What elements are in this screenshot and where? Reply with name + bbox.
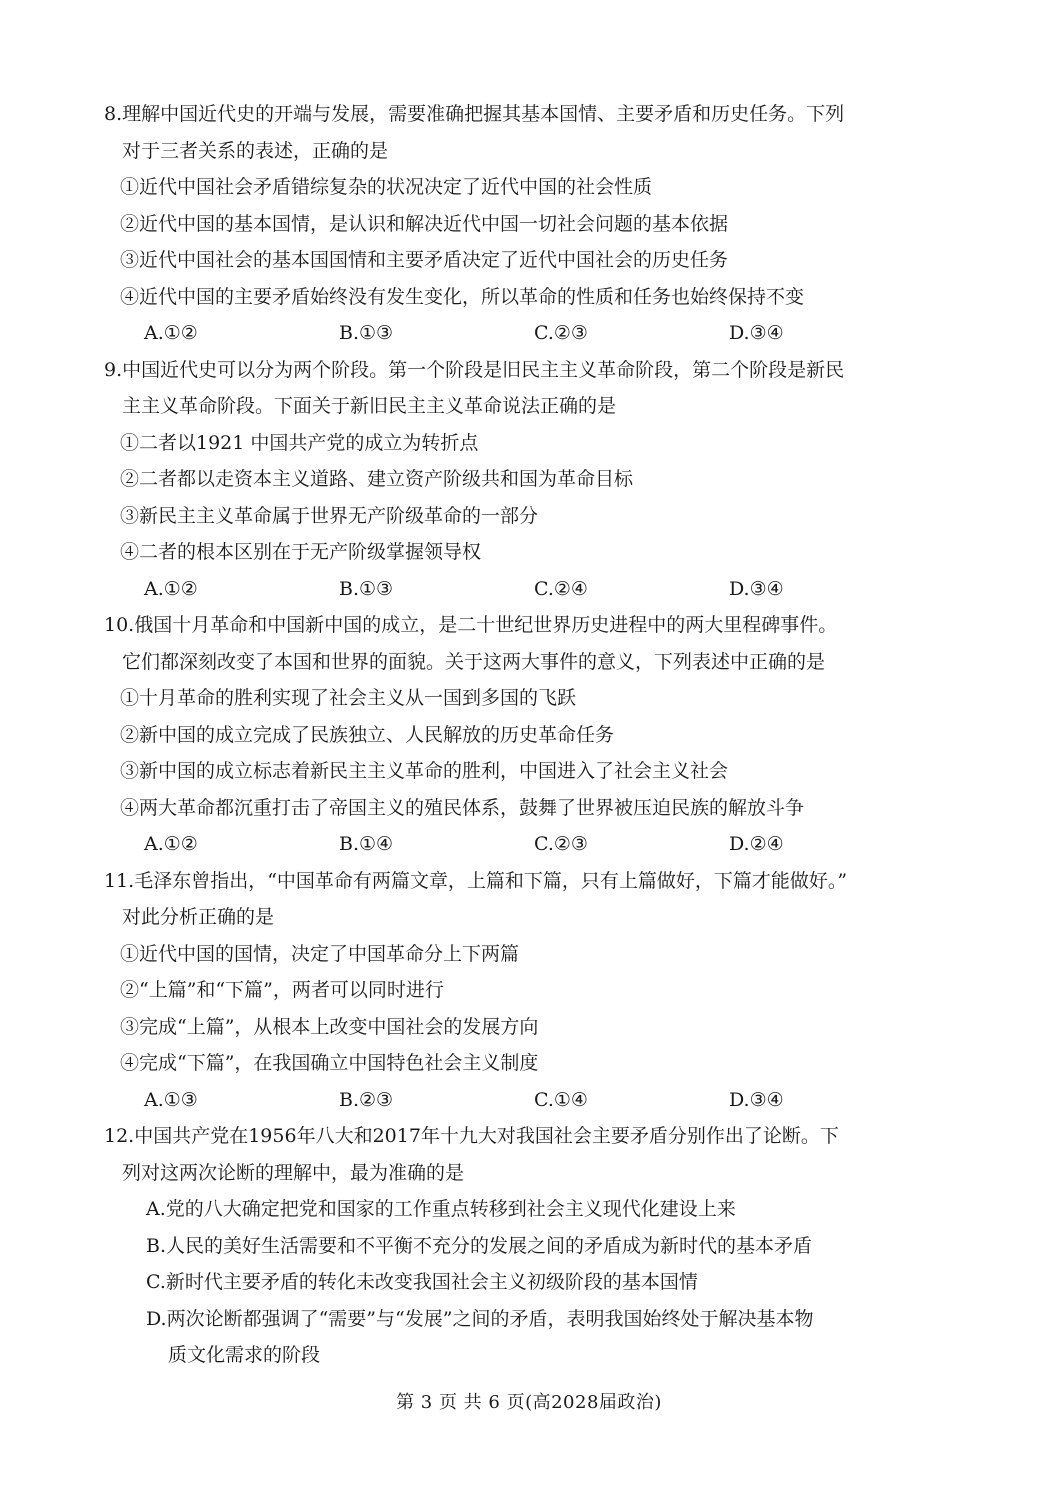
question-block — [104, 863, 924, 1119]
statement: ②二者都以走资本主义道路、建立资产阶级共和国为革命目标 — [120, 468, 634, 490]
answer-option: A.①③ — [144, 1088, 198, 1111]
statement: ①近代中国的国情，决定了中国革命分上下两篇 — [120, 942, 520, 965]
statement: ①近代中国社会矛盾错综复杂的状况决定了近代中国的社会性质 — [120, 176, 653, 198]
answer-option: C.②③ — [534, 833, 588, 855]
statement: ④二者的根本区别在于无产阶级掌握领导权 — [120, 541, 482, 563]
answer-option: D.②④ — [729, 833, 784, 855]
statement: ②新中国的成立完成了民族独立、人民解放的历史革命任务 — [120, 723, 615, 746]
question-stem: 8.理解中国近代史的开端与发展，需要准确把握其基本国情、主要矛盾和历史任务。下列 — [104, 103, 845, 125]
answer-option: A.①② — [144, 577, 198, 600]
statement: ①二者以1921 中国共产党的成立为转折点 — [120, 431, 479, 454]
question-stem: 11.毛泽东曾指出，“中国革命有两篇文章，上篇和下篇，只有上篇做好，下篇才能做好。” — [104, 869, 848, 892]
answer-option: D.③④ — [729, 577, 784, 600]
answer-option: A.①② — [144, 833, 198, 855]
answer-option: D.③④ — [729, 322, 784, 344]
answer-option: B.②③ — [339, 1088, 394, 1111]
statement: ③近代中国社会的基本国国情和主要矛盾决定了近代中国社会的历史任务 — [120, 249, 729, 271]
answer-option: B.人民的美好生活需要和不平衡不充分的发展之间的矛盾成为新时代的基本矛盾 — [146, 1234, 813, 1257]
answer-option: C.②④ — [534, 577, 588, 600]
statement: ③新民主主义革命属于世界无产阶级革命的一部分 — [120, 504, 539, 527]
question-block — [104, 352, 924, 608]
question-block — [104, 96, 924, 352]
options-row — [104, 826, 924, 863]
question-stem: 它们都深刻改变了本国和世界的面貌。关于这两大事件的意义，下列表述中正确的是 — [122, 650, 826, 673]
answer-option: 质文化需求的阶段 — [168, 1344, 321, 1366]
statement: ③新中国的成立标志着新民主主义革命的胜利，中国进入了社会主义社会 — [120, 760, 729, 782]
answer-option: D.③④ — [729, 1088, 784, 1111]
options-row — [104, 1082, 924, 1119]
options-row — [104, 571, 924, 608]
answer-option: B.①④ — [339, 833, 394, 855]
statement: ②近代中国的基本国情，是认识和解决近代中国一切社会问题的基本依据 — [120, 212, 729, 235]
question-stem: 10.俄国十月革命和中国新中国的成立，是二十世纪世界历史进程中的两大里程碑事件。 — [104, 614, 838, 636]
answer-option: B.①③ — [339, 322, 394, 344]
answer-option: D.两次论断都强调了“需要”与“发展”之间的矛盾，表明我国始终处于解决基本物 — [146, 1307, 814, 1330]
answer-option: C.①④ — [534, 1088, 588, 1111]
statement: ④两大革命都沉重打击了帝国主义的殖民体系，鼓舞了世界被压迫民族的解放斗争 — [120, 796, 805, 819]
options-row — [104, 315, 924, 352]
question-stem: 列对这两次论断的理解中，最为准确的是 — [122, 1161, 465, 1184]
statement: ③完成“上篇”，从根本上改变中国社会的发展方向 — [120, 1015, 539, 1038]
answer-option: A.①② — [144, 322, 198, 344]
question-stem: 9.中国近代史可以分为两个阶段。第一个阶段是旧民主主义革命阶段，第二个阶段是新民 — [104, 358, 845, 381]
statement: ④近代中国的主要矛盾始终没有发生变化，所以革命的性质和任务也始终保持不变 — [120, 285, 805, 308]
statement: ①十月革命的胜利实现了社会主义从一国到多国的飞跃 — [120, 687, 577, 709]
question-stem: 12.中国共产党在1956年八大和2017年十九大对我国社会主要矛盾分别作出了论断。下 — [104, 1125, 839, 1147]
answer-option: C.新时代主要矛盾的转化未改变我国社会主义初级阶段的基本国情 — [146, 1271, 698, 1293]
question-stem: 对于三者关系的表述，正确的是 — [122, 139, 389, 162]
answer-option: A.党的八大确定把党和国家的工作重点转移到社会主义现代化建设上来 — [146, 1198, 736, 1220]
question-list — [104, 96, 924, 1374]
question-block — [104, 607, 924, 863]
page-footer: 第 3 页 共 6 页(高2028届政治) — [396, 1392, 662, 1413]
statement: ②“上篇”和“下篇”，两者可以同时进行 — [120, 979, 444, 1001]
question-stem: 对此分析正确的是 — [122, 906, 275, 928]
question-stem: 主主义革命阶段。下面关于新旧民主主义革命说法正确的是 — [122, 395, 617, 417]
answer-option: B.①③ — [339, 577, 394, 600]
statement: ④完成“下篇”，在我国确立中国特色社会主义制度 — [120, 1052, 539, 1074]
answer-option: C.②③ — [534, 322, 588, 344]
question-block — [104, 1118, 924, 1374]
